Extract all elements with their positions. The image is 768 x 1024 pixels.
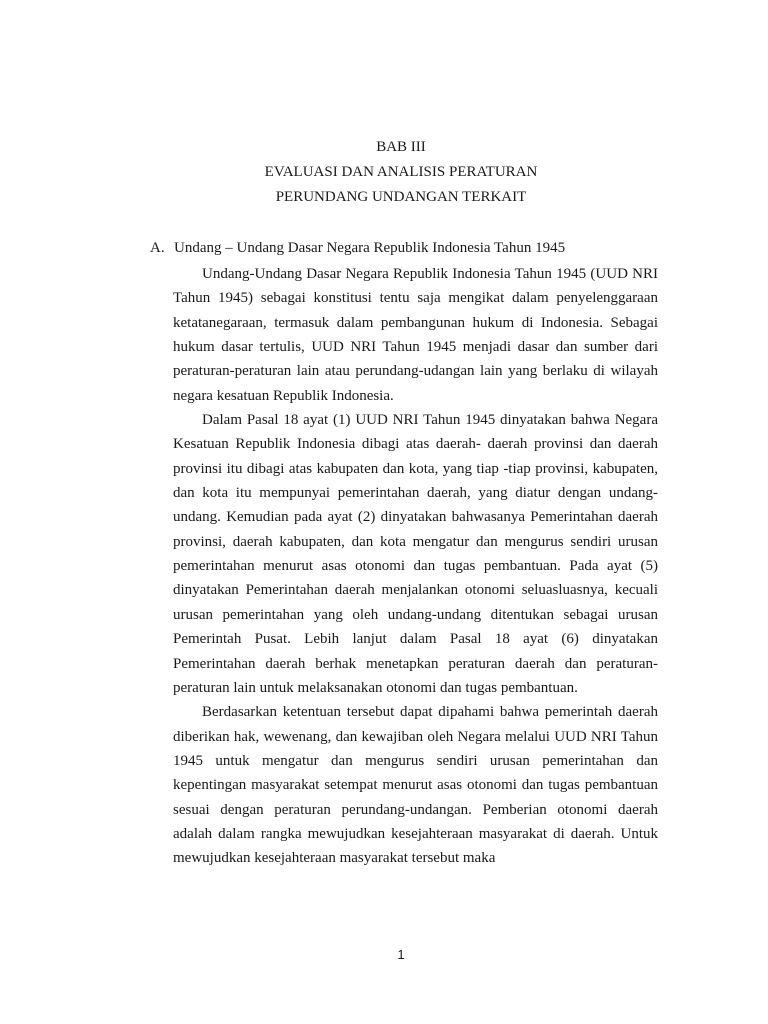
- section-title: Undang – Undang Dasar Negara Republik Indonesia Tahun 1945: [174, 240, 566, 256]
- paragraph: Undang-Undang Dasar Negara Republik Indonesia Tahun 1945 (UUD NRI Tahun 1945) sebagai konstitusi tentu saja mengikat dalam penyelenggaraan ketatanegaraan, termasuk dalam pembangunan hukum di Indonesia. Sebagai hukum dasar tertulis, UUD NRI Tahun 1945 menjadi dasar dan sumber dari peraturan-peraturan lain atau perundang-udangan lain yang berlaku di wilayah negara kesatuan Republik Indonesia.: [173, 266, 658, 404]
- chapter-heading: [0, 135, 768, 210]
- section-marker: A.: [150, 240, 165, 256]
- chapter-title-line-2: PERUNDANG UNDANGAN TERKAIT: [275, 189, 527, 205]
- section-heading: [150, 236, 565, 260]
- paragraph: Dalam Pasal 18 ayat (1) UUD NRI Tahun 1945 dinyatakan bahwa Negara Kesatuan Republik Indonesia dibagi atas daerah- daerah provinsi dan daerah provinsi itu dibagi atas kabupaten dan kota, yang tiap -tiap provinsi, kabupaten, dan kota itu mempunyai pemerintahan daerah, yang diatur dengan undang-undang. Kemudian pada ayat (2) dinyatakan bahwasanya Pemerintahan daerah provinsi, daerah kabupaten, dan kota mengatur dan mengurus sendiri urusan pemerintahan menurut asas otonomi dan tugas pembantuan. Pada ayat (5) dinyatakan Pemerintahan daerah menjalankan otonomi seluasluasnya, kecuali urusan pemerintahan yang oleh undang-undang ditentukan sebagai urusan Pemerintah Pusat. Lebih lanjut dalam Pasal 18 ayat (6) dinyatakan Pemerintahan daerah berhak menetapkan peraturan daerah dan peraturan-peraturan lain untuk melaksanakan otonomi dan tugas pembantuan.: [173, 412, 658, 696]
- page-number: 1: [397, 947, 405, 962]
- body-text: [173, 262, 658, 871]
- chapter-number: BAB III: [376, 139, 426, 155]
- chapter-title-line-1: EVALUASI DAN ANALISIS PERATURAN: [264, 164, 538, 180]
- paragraph: Berdasarkan ketentuan tersebut dapat dipahami bahwa pemerintah daerah diberikan hak, wewenang, dan kewajiban oleh Negara melalui UUD NRI Tahun 1945 untuk mengatur dan mengurus sendiri urusan pemerintahan dan kepentingan masyarakat setempat menurut asas otonomi dan tugas pembantuan sesuai dengan peraturan perundang-undangan. Pemberian otonomi daerah adalah dalam rangka mewujudkan kesejahteraan masyarakat di daerah. Untuk mewujudkan kesejahteraan masyarakat tersebut maka: [173, 704, 658, 867]
